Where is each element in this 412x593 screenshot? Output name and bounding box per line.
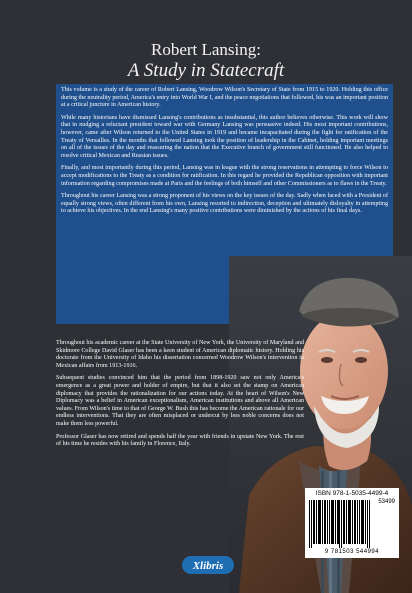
barcode <box>305 488 399 558</box>
book-title <box>0 40 412 82</box>
description-paragraph: Finally, and most importantly during this period, Lansing was in league with the strong reservations in attempting to force Wilson to accept modifications to the Treaty as a condition for ratification. In this regard he provided the Republican opposition with important information regarding compromises made at Paris and the feelings of both himself and other Commissioners as to flaws in the Treaty. <box>61 165 388 187</box>
barcode-number: 9 781503 544994 <box>324 549 380 555</box>
author-bio <box>56 340 304 454</box>
description-paragraph: While many historians have dismissed Lansing's contributions as insubstantial, this author believes otherwise. This work will show that in nudging a reluctant president toward war with Germany Lansing was persuasive indeed. His most important contributions, however, came after Wilson returned to the United States in 1919 and became incapacitated during the fight for ratification of the Treaty of Versailles. In the months that followed Lansing took the position of leadership in the Cabinet, holding important meetings on all of the issues of the day and reassuring the nation that the Executive branch of government still functioned. He also helped to resolve critical Mexican and Russian issues. <box>61 114 388 159</box>
barcode-bars-icon <box>309 500 371 548</box>
bio-paragraph: Throughout his academic career at the State University of New York, the University of Maryland and Skidmore College David Glaser has been a keen student of American diplomatic history. Holding his doctorate from the University of Idaho his dissertation concerned Woodrow Wilson's intervention in Mexican affairs from 1913-1916. <box>56 340 304 369</box>
publisher-logo <box>182 556 234 574</box>
isbn-label: ISBN 978-1-5035-4499-4 <box>315 490 389 497</box>
bio-paragraph: Subsequent studies convinced him that the period from 1898-1920 saw not only America's emergence as a great power and holder of empire, but that it also set the stamp on American diplomacy that provides the rationalization for our actions today. At the heart of Wilson's New Diplomacy was a belief in American exceptionalism, American institutions and above all American values. From Wilson's time to that of George W. Bush this has become the American rationale for our endless interventions. That they are often misplaced or undercut by less noble concerns does not make them less powerful. <box>56 375 304 427</box>
publisher-name: Xlibris <box>192 560 224 572</box>
description-paragraph: Throughout his career Lansing was a strong proponent of his views on the key issues of the day. Sadly when faced with a President of equally strong views, often different from his own, Lansing resorted to indirection, deception and ultimately disloyalty in attempting to achieve his objectives. In the end Lansing's many positive contributions were diminished by the actions of his final days. <box>61 193 388 215</box>
bio-paragraph: Professor Glaser has now retired and spends half the year with friends in upstate New York. The rest of his time he resides with his family in Florence, Italy. <box>56 433 304 448</box>
price-code: 53499 <box>378 499 395 505</box>
title-line-2: A Study in Statecraft <box>127 60 285 81</box>
description-paragraph: This volume is a study of the career of Robert Lansing, Woodrow Wilson's Secretary of State from 1915 to 1920. Holding this office during the neutrality period, America's entry into World War I, and the peace negotiations that followed, his was an important position at a critical juncture in American history. <box>61 87 388 109</box>
title-line-1: Robert Lansing: <box>150 40 261 59</box>
